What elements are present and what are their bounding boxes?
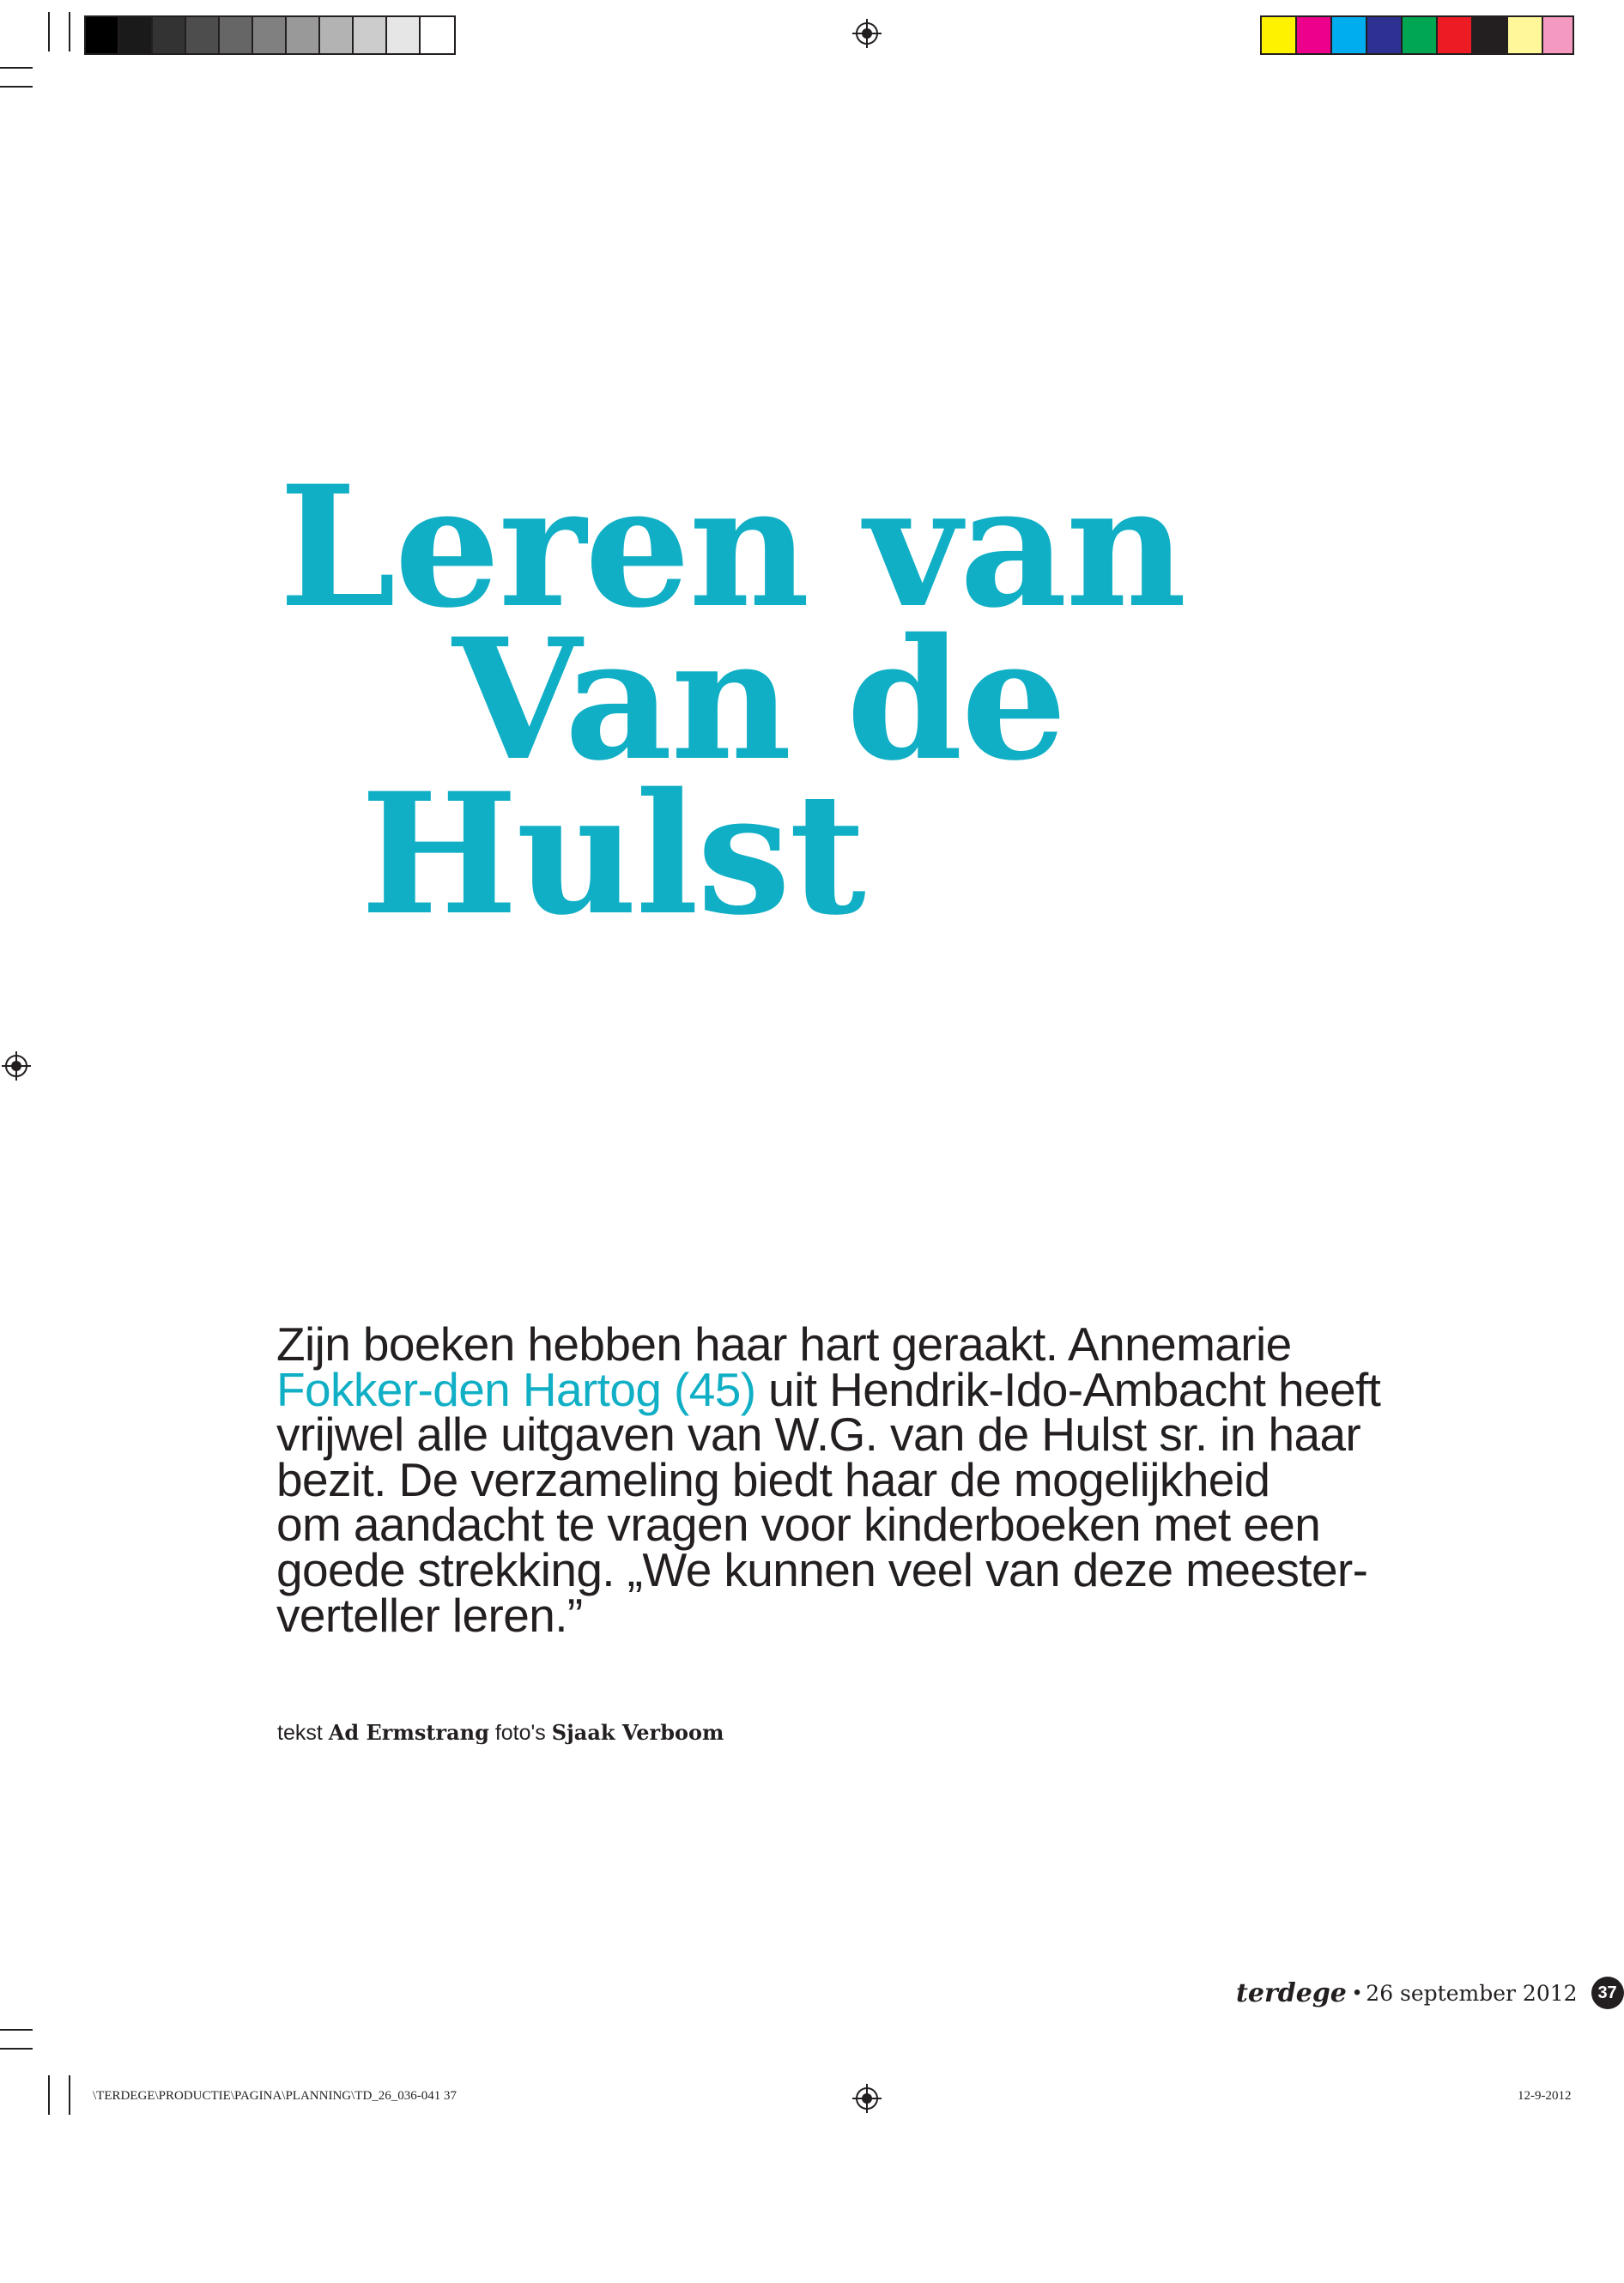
text-credit-label: tekst [277,1721,323,1745]
subject-name: Fokker-den Hartog (45) [276,1362,756,1416]
gray-swatch [253,17,287,53]
gray-swatch [387,17,421,53]
gray-swatch [86,17,119,53]
photographer-name: Sjaak Verboom [551,1720,724,1745]
page-footer [1236,1974,1624,2012]
gray-swatch [287,17,320,53]
color-swatch [1332,17,1367,53]
intro-line-text: uit Hendrik-Ido-Ambacht heeft [755,1362,1381,1416]
headline-line-1: Leren van [279,449,1185,645]
crop-mark [48,12,50,51]
registration-mark-icon [2,1051,31,1081]
color-swatch [1473,17,1508,53]
intro-line: verteller leren.” [276,1588,583,1642]
gray-swatch [220,17,253,53]
byline [277,1720,724,1746]
headline-line-2: Van de [452,602,1066,797]
registration-mark-icon [852,19,882,48]
color-swatch [1438,17,1473,53]
print-slug-path: \TERDEGE\PRODUCTIE\PAGINA\PLANNING\TD_26_036-041 37 [93,2089,458,2103]
page-number: 37 [1591,1977,1624,2009]
color-swatch [1297,17,1332,53]
crop-mark [0,2048,33,2050]
author-name: Ad Ermstrang [328,1720,489,1745]
intro-line: om aandacht te vragen voor kinderboeken met een [276,1498,1321,1552]
registration-mark-icon [852,2084,882,2113]
gray-swatch [153,17,186,53]
intro-line: vrijwel alle uitgaven van W.G. van de Hulst sr. in haar [276,1408,1361,1462]
grayscale-calibration-bar [84,15,456,55]
footer-separator: • [1353,1981,1361,2004]
intro-paragraph [276,1317,1478,1642]
gray-swatch [320,17,354,53]
crop-mark [69,2075,70,2115]
issue-date: 26 september 2012 [1366,1980,1578,2006]
crop-mark [48,2075,50,2115]
color-swatch [1543,17,1572,53]
gray-swatch [421,17,454,53]
intro-line: bezit. De verzameling biedt haar de mogelijkheid [276,1452,1270,1506]
crop-mark [0,2029,33,2031]
intro-line: goede strekking. „We kunnen veel van deze meester- [276,1542,1368,1596]
gray-swatch [354,17,387,53]
color-swatch [1508,17,1543,53]
print-slug-date: 12-9-2012 [1518,2089,1572,2103]
color-swatch [1403,17,1438,53]
color-swatch [1367,17,1403,53]
gray-swatch [186,17,220,53]
photo-credit-label: foto's [494,1721,546,1745]
headline-line-3: Hulst [361,756,864,952]
magazine-logo: terdege [1236,1977,1347,2008]
crop-mark [0,67,33,69]
crop-mark [69,12,70,51]
color-calibration-bar [1260,15,1574,55]
intro-line [276,1362,1478,1416]
intro-line: Zijn boeken hebben haar hart geraakt. Annemarie [276,1317,1292,1371]
crop-mark [0,86,33,88]
gray-swatch [119,17,153,53]
color-swatch [1262,17,1297,53]
